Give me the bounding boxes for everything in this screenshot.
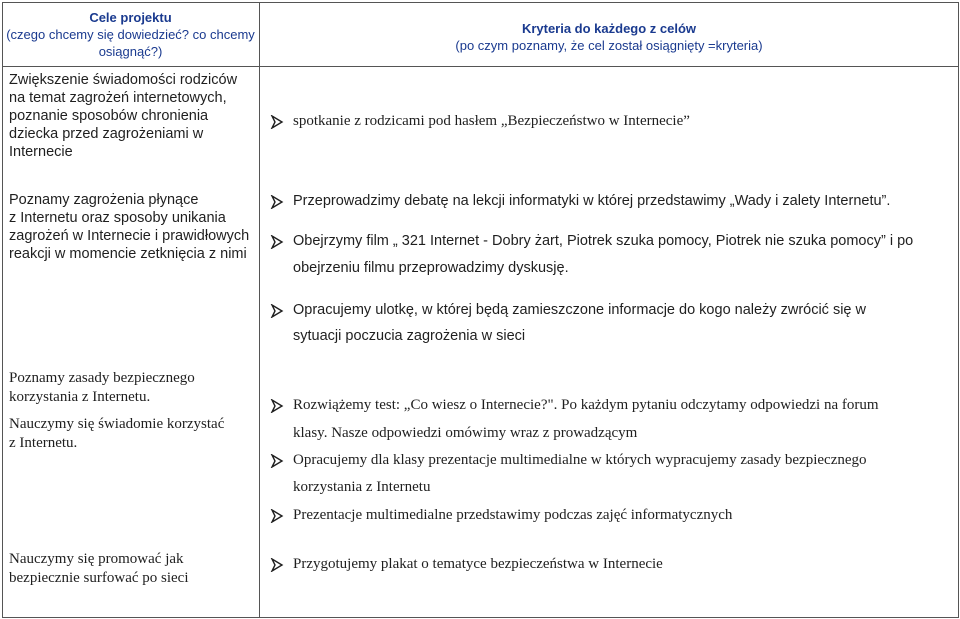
arrow-bullet-icon	[270, 509, 284, 523]
header-criteria	[260, 20, 958, 54]
goal-1	[9, 71, 257, 161]
header-divider	[2, 66, 959, 67]
criterion-continued: sytuacji poczucia zagrożenia w sieci	[293, 328, 526, 344]
goal-line: Nauczymy się promować jak	[9, 551, 184, 567]
header-goals-sub2: osiągnąć?)	[98, 44, 163, 59]
goal-line: reakcji w momencie zetknięcia z nimi	[9, 246, 247, 262]
arrow-bullet-icon	[270, 115, 284, 129]
header-criteria-sub: (po czym poznamy, że cel został osiągnięty =kryteria)	[455, 38, 763, 53]
arrow-bullet-icon	[270, 195, 284, 209]
goal-line: zagrożeń w Internecie i prawidłowych	[9, 228, 250, 244]
goal-line: Poznamy zasady bezpiecznego	[9, 370, 195, 386]
table-border-top	[2, 2, 959, 3]
arrow-bullet-icon	[270, 399, 284, 413]
criterion: Przygotujemy plakat o tematyce bezpieczeństwa w Internecie	[293, 556, 663, 572]
criterion: Obejrzymy film „ 321 Internet - Dobry żart, Piotrek szuka pomocy, Piotrek nie szuka pomocy” i po	[293, 233, 914, 249]
table-border-right	[958, 2, 959, 618]
goal-line: z Internetu oraz sposoby unikania	[9, 210, 226, 226]
goal-line: Poznamy zagrożenia płynące	[9, 192, 199, 208]
criterion-continued: obejrzeniu filmu przeprowadzimy dyskusję.	[293, 260, 569, 276]
goal-line: na temat zagrożeń internetowych,	[9, 90, 227, 106]
arrow-bullet-icon	[270, 304, 284, 318]
header-goals-title: Cele projektu	[89, 10, 172, 25]
goal-line: z Internetu.	[9, 435, 78, 451]
goal-line: Zwiększenie świadomości rodziców	[9, 72, 238, 88]
criterion: Opracujemy dla klasy prezentacje multimedialne w których wypracujemy zasady bezpiecznego	[293, 452, 867, 468]
criterion: Opracujemy ulotkę, w której będą zamieszczone informacje do kogo należy zwrócić się w	[293, 302, 866, 318]
goal-line: Internecie	[9, 144, 73, 160]
goal-line: dziecka przed zagrożeniami w	[9, 126, 204, 142]
criterion: Prezentacje multimedialne przedstawimy podczas zajęć informatycznych	[293, 507, 733, 523]
goal-4	[9, 550, 257, 588]
criterion: Przeprowadzimy debatę na lekcji informatyki w której przedstawimy „Wady i zalety Internetu”.	[293, 193, 891, 209]
criterion-continued: korzystania z Internetu	[293, 479, 431, 495]
criterion-continued: klasy. Nasze odpowiedzi omówimy wraz z prowadzącym	[293, 425, 638, 441]
criterion: spotkanie z rodzicami pod hasłem „Bezpieczeństwo w Internecie”	[293, 113, 690, 129]
table-border-bottom	[2, 617, 959, 618]
header-goals	[2, 9, 259, 60]
table-border-left	[2, 2, 3, 618]
goal-line: korzystania z Internetu.	[9, 389, 151, 405]
goal-line: bezpiecznie surfować po sieci	[9, 570, 189, 586]
arrow-bullet-icon	[270, 454, 284, 468]
arrow-bullet-icon	[270, 558, 284, 572]
goal-line: Nauczymy się świadomie korzystać	[9, 416, 225, 432]
goal-2	[9, 191, 257, 263]
goal-3	[9, 369, 257, 453]
goal-line: poznanie sposobów chronienia	[9, 108, 209, 124]
header-criteria-title: Kryteria do każdego z celów	[521, 21, 697, 36]
column-divider	[259, 2, 260, 618]
header-goals-sub1: (czego chcemy się dowiedzieć? co chcemy	[6, 27, 255, 42]
criterion: Rozwiążemy test: „Co wiesz o Internecie?". Po każdym pytaniu odczytamy odpowiedzi na forum	[293, 397, 879, 413]
arrow-bullet-icon	[270, 235, 284, 249]
